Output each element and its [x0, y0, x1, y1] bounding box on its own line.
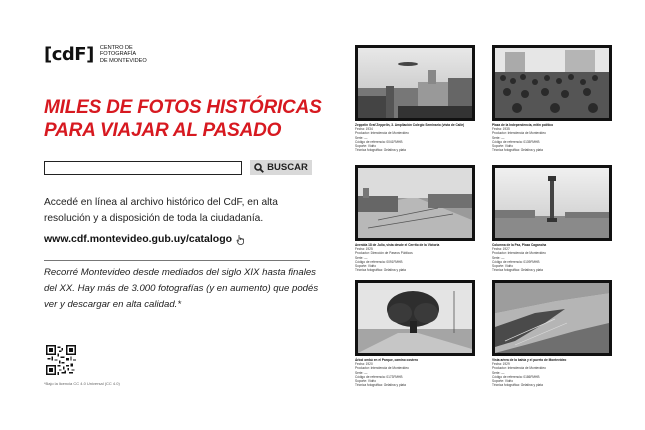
lead-text: Recorré Montevideo desde mediados del siglo XIX hasta finales del XX. Hay más de 3.000 fotografías (y en aumento) que podés ver y descargar en alta calidad.*	[44, 267, 319, 310]
catalog-link[interactable]	[44, 233, 245, 245]
photo-meta-line: Técnica fotográfica: Gelatina y plata	[492, 268, 543, 273]
logo-mark: [cdF]	[44, 44, 94, 65]
photo-tree[interactable]	[355, 280, 475, 356]
photo-meta-line: Técnica fotográfica: Gelatina y plata	[355, 268, 406, 273]
logo-line-2: FOTOGRAFÍA	[99, 51, 137, 58]
photo-card[interactable]	[492, 280, 612, 387]
photo-caption	[492, 123, 612, 152]
photo-meta-line: Fecha: 1935	[492, 127, 510, 132]
photo-card[interactable]	[355, 45, 475, 152]
search-icon	[254, 163, 264, 173]
photo-meta-line: Soporte: Vidrio	[355, 264, 377, 269]
license-footnote: *Bajo la licencia CC 4.0 Universal (CC 4.0)	[44, 381, 120, 386]
photo-title: Vista aérea de la bahía y el puerto de Montevideo	[492, 358, 567, 362]
photo-meta-line: Productor: Intendencia de Montevideo	[492, 131, 546, 136]
photo-caption	[355, 243, 475, 272]
photo-meta-line: Productor: Intendencia de Montevideo	[355, 366, 409, 371]
search-input[interactable]	[44, 161, 242, 175]
qr-code-icon[interactable]	[46, 345, 76, 375]
photo-meta-line: Serie: —	[492, 370, 505, 375]
photo-title: Columna de la Paz, Plaza Cagancha	[492, 243, 547, 247]
hand-pointer-icon	[236, 234, 245, 245]
photo-crowd-image	[495, 48, 609, 118]
headline-line-2: PARA VIAJAR AL PASADO	[44, 120, 282, 141]
divider	[44, 260, 310, 261]
photo-meta-line: Fecha: 1920	[355, 362, 373, 367]
photo-meta-line: Código de referencia: 0109FMHB	[492, 259, 540, 264]
photo-caption	[355, 123, 475, 152]
cdf-logo	[44, 44, 147, 65]
photo-meta-line: Técnica fotográfica: Gelatina y plata	[492, 383, 543, 388]
photo-meta-line: Serie: —	[355, 135, 368, 140]
intro-text: Accedé en línea al archivo histórico del CdF, en alta resolución y a disposición de toda la ciudadanía.	[44, 197, 278, 224]
photo-meta-line: Código de referencia: 0041FMHB	[355, 139, 403, 144]
photo-caption	[492, 243, 612, 272]
search-bar	[44, 160, 312, 175]
photo-meta-line: Serie: —	[355, 255, 368, 260]
photo-card[interactable]	[355, 165, 475, 272]
photo-meta-line: Soporte: Vidrio	[492, 144, 514, 149]
photo-meta-line: Fecha: 1929	[492, 362, 510, 367]
photo-zeppelin-image	[358, 48, 472, 118]
search-button-label: BUSCAR	[267, 162, 308, 173]
photo-zeppelin[interactable]	[355, 45, 475, 121]
photo-meta-line: Productor: Intendencia de Montevideo	[355, 131, 409, 136]
photo-meta-line: Fecha: 1927	[492, 247, 510, 252]
photo-column[interactable]	[492, 165, 612, 241]
photo-crowd[interactable]	[492, 45, 612, 121]
photo-title: Avenida 18 de Julio, vista desde el Cerrito de la Victoria	[355, 243, 440, 247]
photo-meta-line: Soporte: Vidrio	[492, 264, 514, 269]
photo-meta-line: Productor: Intendencia de Montevideo	[492, 251, 546, 256]
photo-tree-image	[358, 283, 472, 353]
photo-meta-line: Código de referencia: 0135FMHB	[492, 139, 540, 144]
photo-meta-line: Código de referencia: 0173FMHB	[355, 374, 403, 379]
photo-aerial-bay[interactable]	[492, 280, 612, 356]
photo-meta-line: Técnica fotográfica: Gelatina y plata	[355, 148, 406, 153]
photo-meta-line: Serie: —	[492, 135, 505, 140]
search-button[interactable]	[250, 160, 312, 175]
photo-meta-line: Soporte: Vidrio	[355, 379, 377, 384]
photo-meta-line: Fecha: 1925	[355, 247, 373, 252]
photo-avenue[interactable]	[355, 165, 475, 241]
photo-avenue-image	[358, 168, 472, 238]
headline	[44, 96, 334, 142]
photo-title: Árbol ombú en el Parque, camino costero	[355, 358, 419, 362]
photo-title: Zeppelín Graf Zeppelin, 3. Ampliación Colegio Seminario (vista de Calle)	[355, 123, 465, 127]
photo-card[interactable]	[492, 165, 612, 272]
photo-meta-line: Productor: Intendencia de Montevideo	[492, 366, 546, 371]
photo-meta-line: Productor: Dirección de Paseos Públicos	[355, 251, 413, 256]
photo-aerial-bay-image	[495, 283, 609, 353]
headline-line-1: MILES DE FOTOS HISTÓRICAS	[44, 97, 322, 118]
photo-card[interactable]	[355, 280, 475, 387]
photo-meta-line: Código de referencia: 0186FMHB	[492, 374, 540, 379]
photo-meta-line: Serie: —	[355, 370, 368, 375]
catalog-url[interactable]: www.cdf.montevideo.gub.uy/catalogo	[44, 233, 233, 245]
logo-line-3: DE MONTEVIDEO	[99, 57, 147, 64]
photo-meta-line: Serie: —	[492, 255, 505, 260]
photo-meta-line: Soporte: Vidrio	[492, 379, 514, 384]
photo-meta-line: Fecha: 1934	[355, 127, 373, 132]
photo-caption	[355, 358, 475, 387]
photo-column-image	[495, 168, 609, 238]
photo-meta-line: Técnica fotográfica: Gelatina y plata	[355, 383, 406, 388]
photo-meta-line: Código de referencia: 0091FMHB	[355, 259, 403, 264]
photo-meta-line: Soporte: Vidrio	[355, 144, 377, 149]
photo-card[interactable]	[492, 45, 612, 152]
photo-meta-line: Técnica fotográfica: Gelatina y plata	[492, 148, 543, 153]
photo-title: Plaza de la Independencia, mitin político	[492, 123, 554, 127]
photo-caption	[492, 358, 612, 387]
logo-text	[100, 45, 147, 64]
logo-line-1: CENTRO DE	[99, 44, 133, 51]
